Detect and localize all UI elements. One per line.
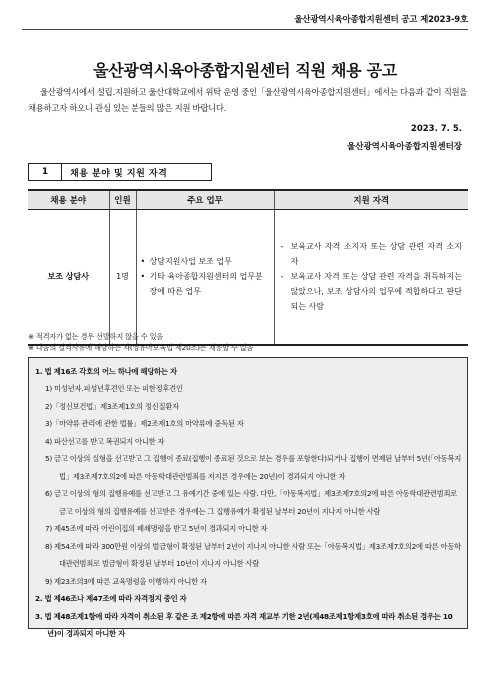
disqualification-item: 3)「마약류 관리에 관한 법률」제2조제1호의 마약류에 중독된 자 [45, 419, 244, 428]
disqualification-item: 5) 금고 이상의 실형을 선고받고 그 집행이 종료(집행이 종료된 것으로 보는 경우를 포함한다)되거나 집행이 면제된 날부터 5년(「아동복지법」제3조제7호의2에 따른 아동학대관련범죄를 저지른 경우에는 20년)이 경과되지 아니한 자 [45, 454, 462, 481]
disqualification-heading-2: 2. 법 제46조나 제47조에 따라 자격정지 중인 자 [35, 594, 187, 603]
disqualification-item: 2)「정신보건법」제3조제1호의 정신질환자 [45, 401, 179, 411]
organization-name: 울산광역시육아종합지원센터장 [347, 142, 462, 152]
intro-paragraph: 울산광역시에서 설립․지원하고 울산대학교에서 위탁 운영 중인「울산광역시육아종합지원센터」에서는 다음과 같이 직원을 채용하고자 하오니 관심 있는 분들의 많은 지원 바랍니다. [28, 87, 468, 113]
section-heading [28, 163, 212, 181]
duty-item: • 기타 육아종합지원센터의 업무분장에 따른 업무 [141, 269, 270, 299]
disqualification-heading: 1. 법 제16조 각호의 어느 하나에 해당하는 자 [35, 367, 177, 376]
qualification-item: - 보육교사 자격 또는 상담 관련 자격을 취득하지는 않았으나, 보조 상담사의 업무에 적합하다고 판단되는 사람 [281, 269, 463, 314]
page-title: 울산광역시육아종합지원센터 직원 채용 공고 [93, 61, 397, 80]
cell-count: 1명 [109, 209, 136, 345]
header-duties: 주요 업무 [136, 190, 274, 209]
notice-number: 울산광역시육아종합지원센터 공고 제2023-9호 [294, 15, 468, 25]
table-header-row [28, 190, 468, 209]
cell-duties [136, 209, 274, 345]
note-item: ※ 적격자가 없는 경우 선발하지 않을 수 있음 [28, 332, 164, 341]
header-divider [22, 29, 468, 30]
section-number: 1 [28, 163, 62, 181]
disqualification-item: 7) 제45조에 따라 어린이집의 폐쇄명령을 받고 5년이 경과되지 아니한 자 [45, 524, 268, 533]
qualification-item: - 보육교사 자격 소지자 또는 상담 관련 자격 소지자 [281, 239, 463, 269]
notes [28, 331, 253, 353]
disqualification-item: 8) 제54조에 따라 300만원 이상의 벌금형이 확정된 날부터 2년이 지나지 아니한 사람 또는「아동복지법」제3조제7호의2에 따른 아동학대관련범죄로 벌금형이 확정된 날부터 10년이 지나지 아니한 사람 [45, 541, 461, 568]
cell-field: 보조 상담사 [28, 209, 109, 345]
disqualification-item: 4) 파산선고를 받고 복권되지 아니한 자 [45, 436, 165, 446]
header-qualifications: 지원 자격 [274, 190, 468, 209]
cell-qualifications [274, 209, 468, 345]
disqualification-heading-3: 3. 법 제48조제1항에 따라 자격이 취소된 후 같은 조 제2항에 따른 자격 재교부 기한 2년(제48조제1항제3호에 따라 취소된 경우는 10년)이 경과되지 아니한 자 [35, 611, 453, 638]
disqualification-item: 1) 미성년자․피성년후견인 또는 피한정후견인 [45, 384, 183, 393]
table-row [28, 209, 468, 345]
header-count: 인원 [109, 190, 136, 209]
notice-date: 2023. 7. 5. [410, 124, 462, 134]
disqualification-item: 6) 금고 이상의 형의 집행유예를 선고받고 그 유예기간 중에 있는 사람. 다만,「아동복지법」제3조제7호의2에 따른 아동학대관련범죄로 금고 이상의 형의 집행유예를 선고받은 경우에는 그 집행유예가 확정된 날부터 20년이 지나지 아니한 사람 [45, 489, 458, 516]
section-title: 채용 분야 및 지원 자격 [62, 163, 212, 181]
recruitment-table [28, 189, 468, 346]
disqualification-box [28, 357, 468, 638]
header-field: 채용 분야 [28, 190, 109, 209]
duty-item: • 상담지원사업 보조 업무 [141, 254, 270, 269]
note-item: ※ 다음의 결격사유에 해당하는 자(영유아보육법 제20조)는 채용할 수 없음 [28, 343, 254, 352]
disqualification-item: 9) 제23조의3에 따른 교육명령을 이행하지 아니한 자 [45, 576, 207, 586]
